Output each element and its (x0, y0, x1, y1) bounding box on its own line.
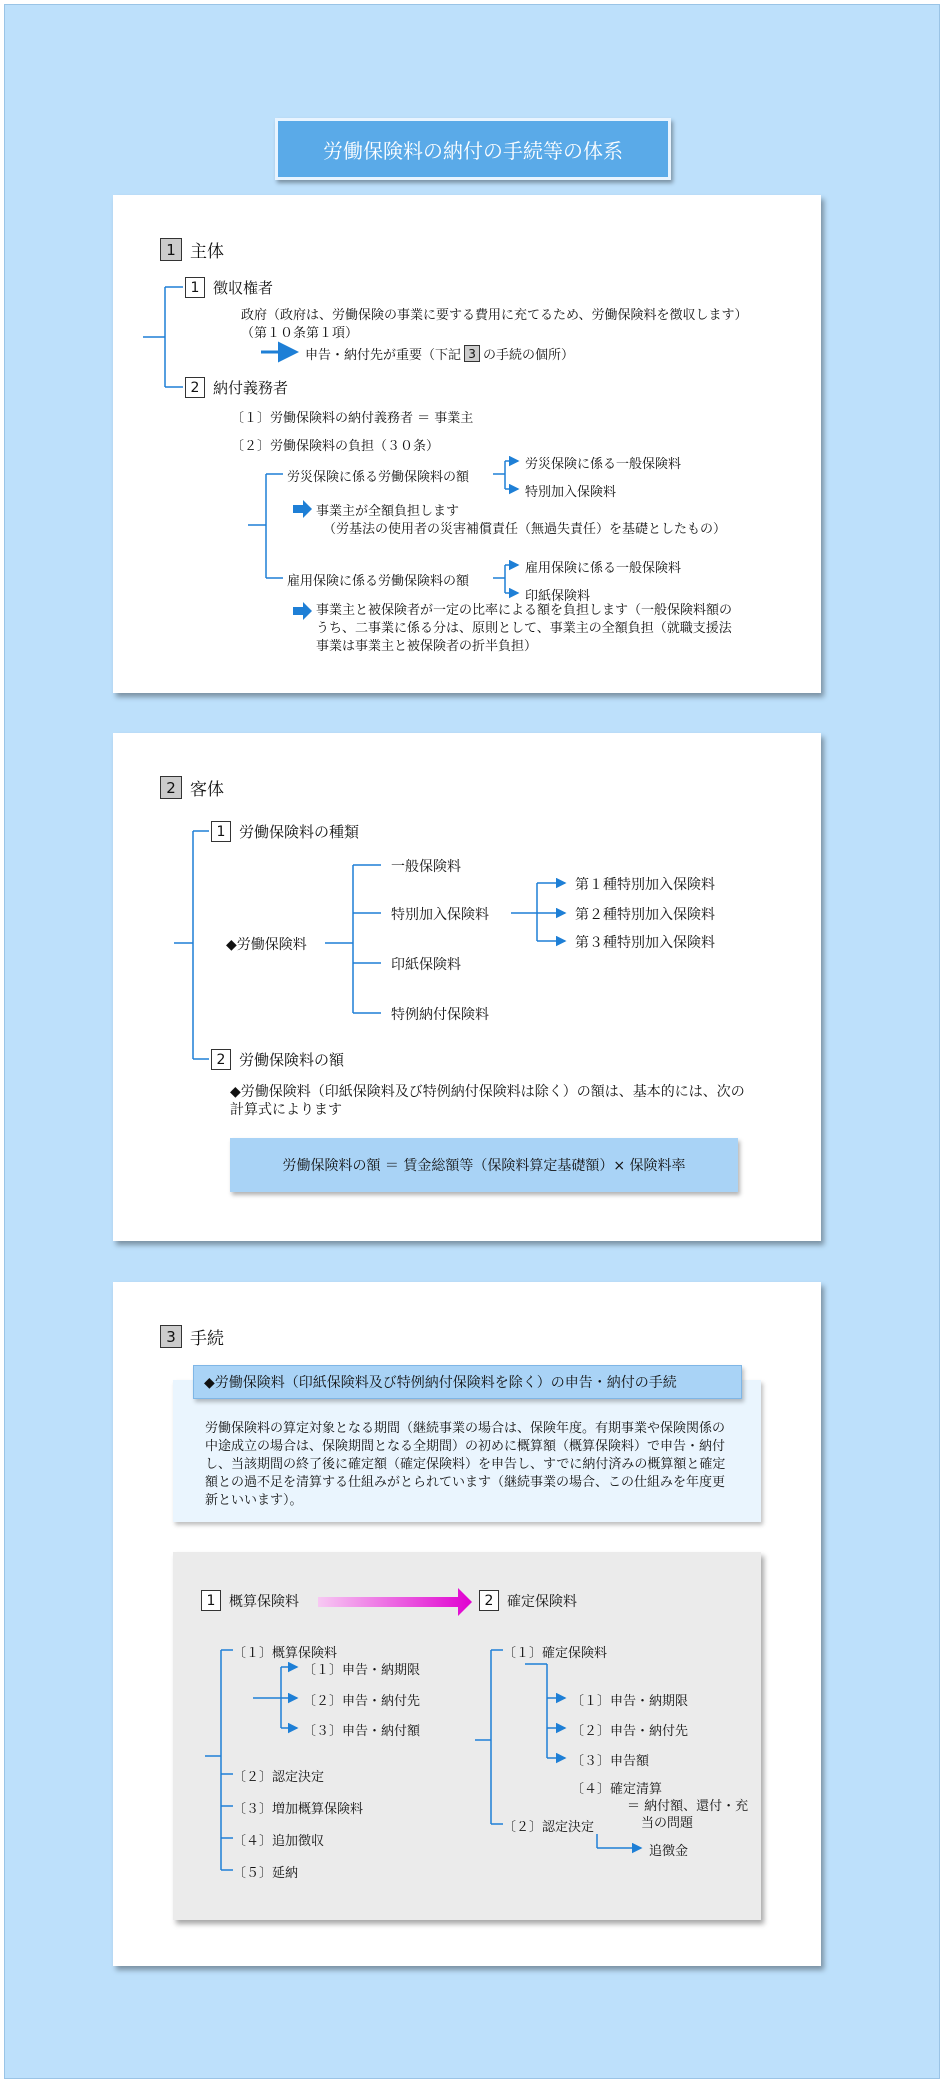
sub-title: 概算保険料 (229, 1593, 299, 1610)
type-stamp: 印紙保険料 (391, 957, 461, 973)
procedure-description: 労働保険料の算定対象となる期間（継続事業の場合は、保険年度。有期事業や保険関係の中途成立の場合は、保険期間となる全期間）の初めに概算額（概算保険料）で申告・納付し、当該期間の終了後に確定額（確定保険料）を申告し、すでに納付済みの概算額と確定額との過不足を清算する仕組みがとられています（継続事業の場合、この仕組みを年度更新といいます）。 (205, 1421, 726, 1508)
note-ref-number: 3 (464, 345, 480, 362)
sub-title: 確定保険料 (507, 1593, 577, 1610)
note-text: 申告・納付先が重要（下記 (305, 348, 462, 363)
types-root: ◆労働保険料 (226, 937, 307, 953)
sub-title: 労働保険料の額 (239, 1051, 345, 1069)
subheading-obligor (185, 377, 288, 398)
section-heading (160, 237, 224, 262)
procedure-heading-bar: ◆労働保険料（印紙保険料及び特例納付保険料を除く）の申告・納付の手続 (193, 1365, 742, 1399)
right-item-1d-note-1: ＝ 納付額、還付・充 (627, 1799, 749, 1814)
right-item-1b: 〔２〕申告・納付先 (571, 1724, 689, 1739)
rousai-special: 特別加入保険料 (525, 485, 617, 500)
subheading-collector (185, 277, 273, 298)
bold-arrow-icon (293, 500, 312, 518)
special-type-1: 第１種特別加入保険料 (575, 877, 715, 893)
sub-title: 納付義務者 (213, 379, 289, 397)
koyou-general: 雇用保険に係る一般保険料 (525, 561, 682, 576)
section-number: 3 (160, 1325, 182, 1348)
type-exceptional: 特例納付保険料 (391, 1007, 489, 1023)
left-item-2: 〔２〕認定決定 (233, 1770, 325, 1785)
section-number: 2 (160, 776, 182, 799)
special-type-2: 第２種特別加入保険料 (575, 907, 715, 923)
obligor-item-1: 〔１〕労働保険料の納付義務者 ＝ 事業主 (231, 411, 474, 426)
rousai-label: 労災保険に係る労働保険料の額 (287, 470, 470, 485)
sub-number: 2 (211, 1049, 231, 1070)
collector-note (305, 344, 574, 363)
left-item-1c: 〔３〕申告・納付額 (303, 1724, 421, 1739)
koyou-note: 事業主と被保険者が一定の比率による額を負担します（一般保険料額のうち、二事業に係る分は、原則として、事業主の全額負担（就職支援法事業は事業主と被保険者の折半負担） (316, 603, 733, 654)
koyou-stamp: 印紙保険料 (525, 589, 591, 604)
section-title: 客体 (190, 780, 224, 800)
section-procedure (113, 1282, 821, 1966)
procedure-diagram (173, 1552, 761, 1920)
right-item-1d-note-2: 当の問題 (641, 1816, 694, 1831)
right-item-1: 〔１〕確定保険料 (503, 1646, 608, 1661)
left-item-4: 〔４〕追加徴収 (233, 1834, 325, 1849)
note-text: の手続の個所） (483, 348, 575, 363)
collector-text: 政府（政府は、労働保険の事業に要する費用に充てるため、労働保険料を徴収します）（第１０条第１項） (241, 308, 748, 341)
right-item-2a: 追徴金 (649, 1844, 689, 1859)
sub-title: 労働保険料の種類 (239, 823, 360, 841)
section-object (113, 733, 821, 1241)
section-heading (160, 775, 224, 800)
sub-number: 1 (185, 277, 205, 298)
obligor-item-2: 〔２〕労働保険料の負担（３０条） (231, 439, 440, 454)
estimated-premium-heading (201, 1590, 299, 1611)
type-general: 一般保険料 (391, 859, 461, 875)
sub-title: 徴収権者 (213, 279, 274, 297)
section-title: 手続 (190, 1329, 224, 1349)
right-item-1a: 〔１〕申告・納期限 (571, 1694, 689, 1709)
special-type-3: 第３種特別加入保険料 (575, 935, 715, 951)
subheading-types (211, 821, 359, 842)
final-premium-heading (479, 1590, 577, 1611)
sub-number: 1 (211, 821, 231, 842)
formula-box: 労働保険料の額 ＝ 賃金総額等（保険料算定基礎額）× 保険料率 (230, 1138, 738, 1192)
rousai-note-1: 事業主が全額負担します (316, 504, 460, 519)
rousai-general: 労災保険に係る一般保険料 (525, 457, 682, 472)
section-number: 1 (160, 238, 182, 261)
right-item-1d: 〔４〕確定清算 (571, 1782, 663, 1797)
page-title: 労働保険料の納付の手続等の体系 (275, 118, 671, 180)
section-title: 主体 (190, 242, 224, 262)
left-item-1: 〔１〕概算保険料 (233, 1646, 338, 1661)
right-item-2: 〔２〕認定決定 (503, 1820, 595, 1835)
section-heading (160, 1324, 224, 1349)
bold-arrow-icon (293, 602, 312, 620)
left-item-3: 〔３〕増加概算保険料 (233, 1802, 364, 1817)
type-special: 特別加入保険料 (391, 907, 489, 923)
sub-number: 2 (479, 1590, 499, 1611)
sub-number: 1 (201, 1590, 221, 1611)
subheading-amount (211, 1049, 344, 1070)
left-item-5: 〔５〕延納 (233, 1866, 299, 1881)
rousai-note-2: （労基法の使用者の災害補償責任（無過失責任）を基礎としたもの） (323, 522, 727, 537)
left-item-1a: 〔１〕申告・納期限 (303, 1663, 421, 1678)
right-item-1c: 〔３〕申告額 (571, 1754, 650, 1769)
sub-number: 2 (185, 377, 205, 398)
progression-arrow-icon (318, 1588, 472, 1616)
koyou-label: 雇用保険に係る労働保険料の額 (287, 574, 470, 589)
section-subject (113, 195, 821, 693)
amount-text: ◆労働保険料（印紙保険料及び特例納付保険料は除く）の額は、基本的には、次の計算式によります (230, 1084, 745, 1118)
procedure-description-box (173, 1380, 761, 1522)
left-item-1b: 〔２〕申告・納付先 (303, 1694, 421, 1709)
